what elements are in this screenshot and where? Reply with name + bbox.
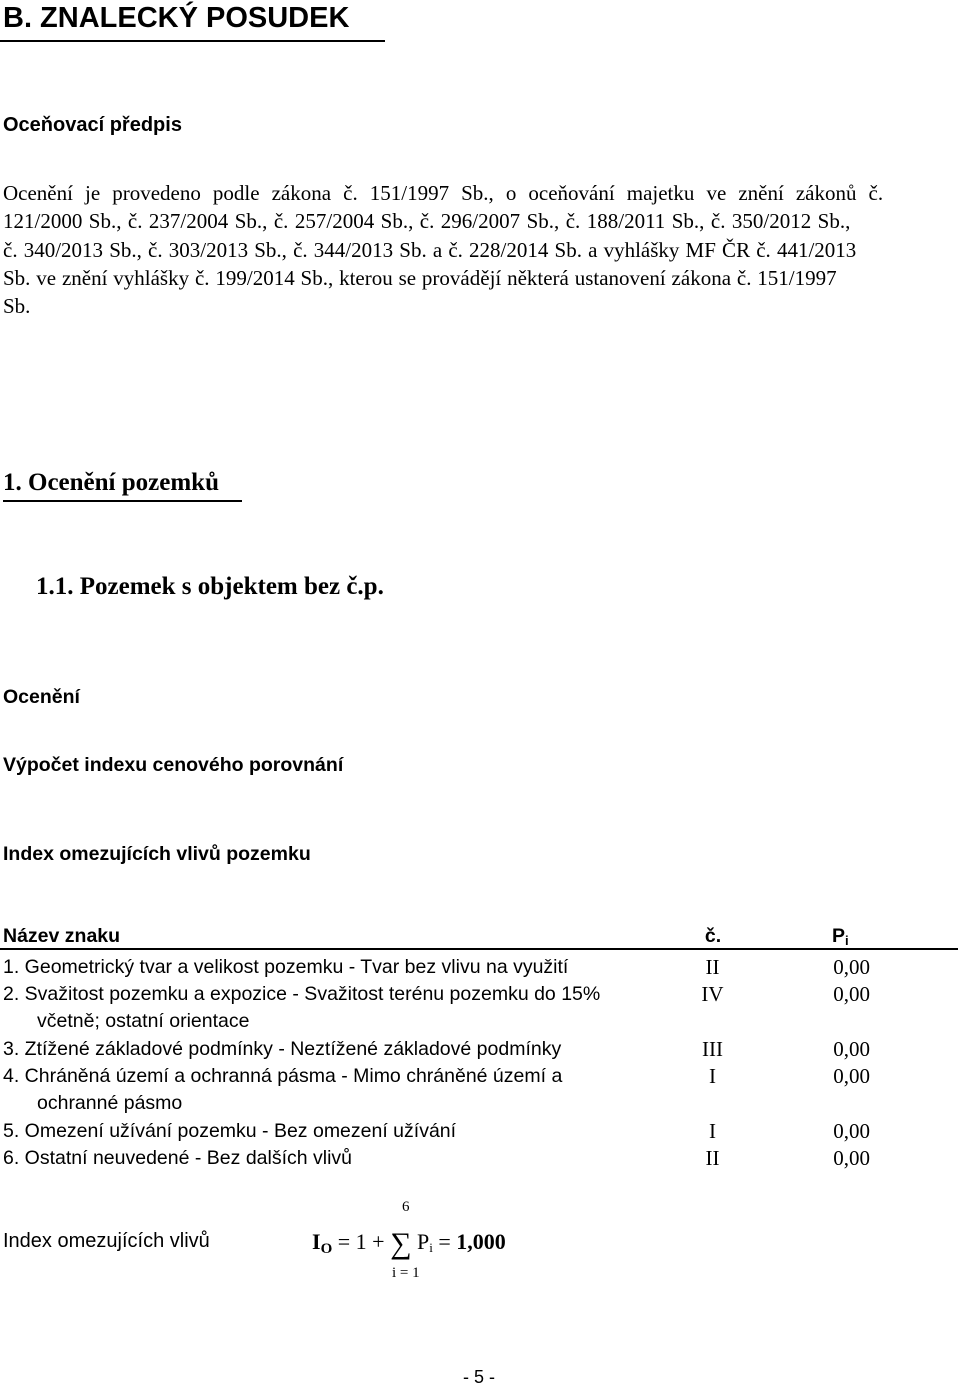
intro-line: Sb. [3,294,31,319]
page-number: - 5 - [463,1367,496,1387]
row-roman: II [705,1146,720,1170]
heading-underline [0,40,385,42]
index-label: Index omezujících vlivů [3,1230,210,1252]
row-value: 0,00 [833,1037,870,1061]
intro-line: Ocenění je provedeno podle zákona č. 151/1997 Sb., o oceňování majetku ve znění zákonů č. [3,181,884,205]
intro-line: č. 340/2013 Sb., č. 303/2013 Sb., č. 344/2013 Sb. a č. 228/2014 Sb. a vyhlášky MF ČR č. 441/2013 [3,237,857,262]
row-desc-line: 1. Geometrický tvar a velikost pozemku - Tvar bez vlivu na využití [3,956,569,978]
p-letter: P [416,1229,430,1254]
section-1-title: 1. Ocenění pozemků [3,469,219,496]
row-roman: I [709,1119,716,1143]
sigma-icon: ∑ [390,1227,412,1260]
col-name-header: Název znaku [3,925,121,947]
row-desc-line: 4. Chráněná území a ochranná pásma - Mimo chráněné území a [3,1065,563,1087]
formula-eq1: = 1 + [337,1229,385,1254]
intro-line: Sb. ve znění vyhlášky č. 199/2014 Sb., kterou se provádějí některá ustanovení zákona č. 151/1997 [3,265,837,290]
sum-upper-limit: 6 [402,1199,410,1215]
pi-symbol [417,1229,433,1254]
row-desc-line: 3. Ztížené základové podmínky - Neztížené základové podmínky [3,1038,562,1060]
section-1-underline [3,500,242,502]
row-description [3,1118,668,1145]
row-description [3,1145,668,1172]
label-oceneni: Ocenění [3,686,80,708]
row-roman: I [709,1064,716,1088]
row-description [3,1063,668,1118]
sum-lower-limit: i = 1 [392,1265,420,1281]
row-value: 0,00 [833,982,870,1006]
row-desc-line: 5. Omezení užívání pozemku - Bez omezení užívání [3,1120,457,1142]
row-desc-line: 2. Svažitost pozemku a expozice - Svažitost terénu pozemku do 15% [3,983,601,1005]
table-header [0,925,958,949]
row-value: 0,00 [833,1119,870,1143]
col-p-header [832,925,849,948]
row-value: 0,00 [833,1064,870,1088]
col-p-letter: P [832,925,846,947]
io-subscript: O [320,1241,333,1257]
formula-eq2: = [438,1229,451,1254]
io-letter: I [312,1229,321,1254]
label-vypocet: Výpočet indexu cenového porovnání [3,754,344,776]
io-symbol [312,1229,333,1257]
page-heading: B. ZNALECKÝ POSUDEK [3,2,350,34]
formula-result: 1,000 [456,1229,506,1254]
section-1-1-title: 1.1. Pozemek s objektem bez č.p. [36,573,384,600]
table-header-rule [0,948,958,950]
row-desc-line: 6. Ostatní neuvedené - Bez dalších vlivů [3,1147,353,1169]
row-value: 0,00 [833,955,870,979]
row-desc-continuation: včetně; ostatní orientace [37,1010,250,1033]
index-formula [312,1195,542,1285]
intro-paragraph [3,179,953,320]
row-description [3,954,668,981]
intro-line: 121/2000 Sb., č. 237/2004 Sb., č. 257/2004 Sb., č. 296/2007 Sb., č. 188/2011 Sb., č. 350/2012 Sb., [3,209,851,234]
col-p-subscript: i [845,933,849,948]
row-roman: II [705,955,720,979]
row-desc-continuation: ochranné pásmo [37,1092,183,1115]
row-description [3,1036,668,1063]
row-value: 0,00 [833,1146,870,1170]
row-description [3,981,668,1036]
row-roman: IV [701,982,724,1006]
label-index: Index omezujících vlivů pozemku [3,843,311,865]
subheading: Oceňovací předpis [3,114,182,136]
col-number-header: č. [704,925,722,947]
formula-expression [312,1227,506,1261]
row-roman: III [702,1037,723,1061]
p-subscript: i [429,1240,433,1255]
